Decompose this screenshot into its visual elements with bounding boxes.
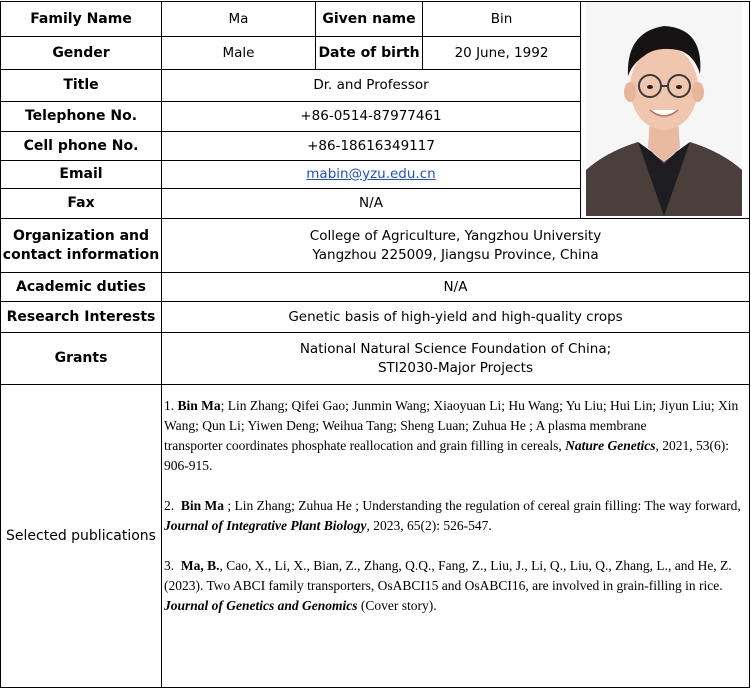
publication-3-journal: Journal of Genetics and Genomics <box>164 598 358 613</box>
fax-value: N/A <box>359 195 383 211</box>
publication-3-rest: , Cao, X., Li, X., Bian, Z., Zhang, Q.Q., Fang, Z., Liu, J., Li, Q., Liu, Q., Zhang, L., and He, Z. (2023). Two ABCI family transporters, OsABCI15 and OsABCI16, are involved in grain-filling in rice. <box>164 558 732 593</box>
publication-2-author: Bin Ma <box>180 498 225 513</box>
email-link[interactable]: mabin@yzu.edu.cn <box>306 166 436 182</box>
publication-2-journal: Journal of Integrative Plant Biology <box>164 518 367 533</box>
organization-label-line1: Organization and <box>12 227 150 244</box>
publication-1-journal: Nature Genetics <box>565 438 656 453</box>
publication-3-author: Ma, B. <box>180 558 220 573</box>
publication-item-1 <box>164 396 744 476</box>
fax-label: Fax <box>67 195 95 211</box>
cell-phone-label: Cell phone No. <box>23 137 139 154</box>
family-name-value: Ma <box>228 10 249 27</box>
publications-list <box>164 396 744 636</box>
selected-publications-label: Selected publications <box>6 527 156 544</box>
email-cell <box>162 161 580 188</box>
publication-1-author: Bin Ma <box>177 398 221 413</box>
organization-line2: Yangzhou 225009, Jiangsu Province, China <box>312 246 599 263</box>
family-name-label: Family Name <box>30 10 132 27</box>
gender-value: Male <box>222 44 255 61</box>
research-interests-value: Genetic basis of high-yield and high-quality crops <box>288 308 623 325</box>
organization-value <box>162 219 749 272</box>
publication-1-number: 1. <box>164 398 175 413</box>
research-interests-label: Research Interests <box>6 308 156 325</box>
grants-label: Grants <box>54 350 108 366</box>
telephone-label: Telephone No. <box>24 108 138 124</box>
cell-phone-value: +86-18616349117 <box>307 137 435 154</box>
organization-line1: College of Agriculture, Yangzhou University <box>309 227 602 244</box>
dob-label: Date of birth <box>318 44 420 61</box>
publication-1-coauthors: ; Lin Zhang; Qifei Gao; Junmin Wang; Xiaoyuan Li; Hu Wang; Yu Liu; Hui Lin; Jiyun Liu; Xin Wang; Qun Li; Yiwen Deng; Weihua Tang; Sheng Luan; Zuhua He ; A plasma membrane <box>164 398 739 433</box>
organization-label-line2: contact information <box>2 246 160 263</box>
given-name-value: Bin <box>490 10 513 27</box>
title-label: Title <box>63 77 99 93</box>
grants-line2: STI2030-Major Projects <box>377 359 534 376</box>
academic-duties-label: Academic duties <box>16 278 146 295</box>
academic-duties-value: N/A <box>443 278 468 295</box>
publication-item-2 <box>164 496 744 536</box>
organization-label <box>1 219 161 272</box>
title-value: Dr. and Professor <box>313 77 429 93</box>
portrait-photo <box>586 2 742 216</box>
publication-1-details: , 2021, 53(6): 906-915. <box>164 438 729 473</box>
publication-item-3 <box>164 556 744 616</box>
publication-3-number: 3. <box>164 558 175 573</box>
publication-2-rest: ; Lin Zhang; Zuhua He ; Understanding the regulation of cereal grain filling: The way forward, <box>224 498 741 513</box>
telephone-value: +86-0514-87977461 <box>300 108 442 124</box>
publication-2-details: , 2023, 65(2): 526-547. <box>366 518 492 533</box>
publication-2-number: 2. <box>164 498 175 513</box>
dob-value: 20 June, 1992 <box>454 44 549 61</box>
publication-1-title: transporter coordinates phosphate reallocation and grain filling in cereals, <box>164 438 562 453</box>
given-name-label: Given name <box>322 10 416 27</box>
grants-line1: National Natural Science Foundation of China; <box>299 340 612 357</box>
portrait-icon <box>586 2 742 216</box>
email-label: Email <box>59 166 103 182</box>
gender-label: Gender <box>52 44 110 61</box>
publication-3-details: (Cover story). <box>357 598 437 613</box>
grants-value <box>162 333 749 384</box>
